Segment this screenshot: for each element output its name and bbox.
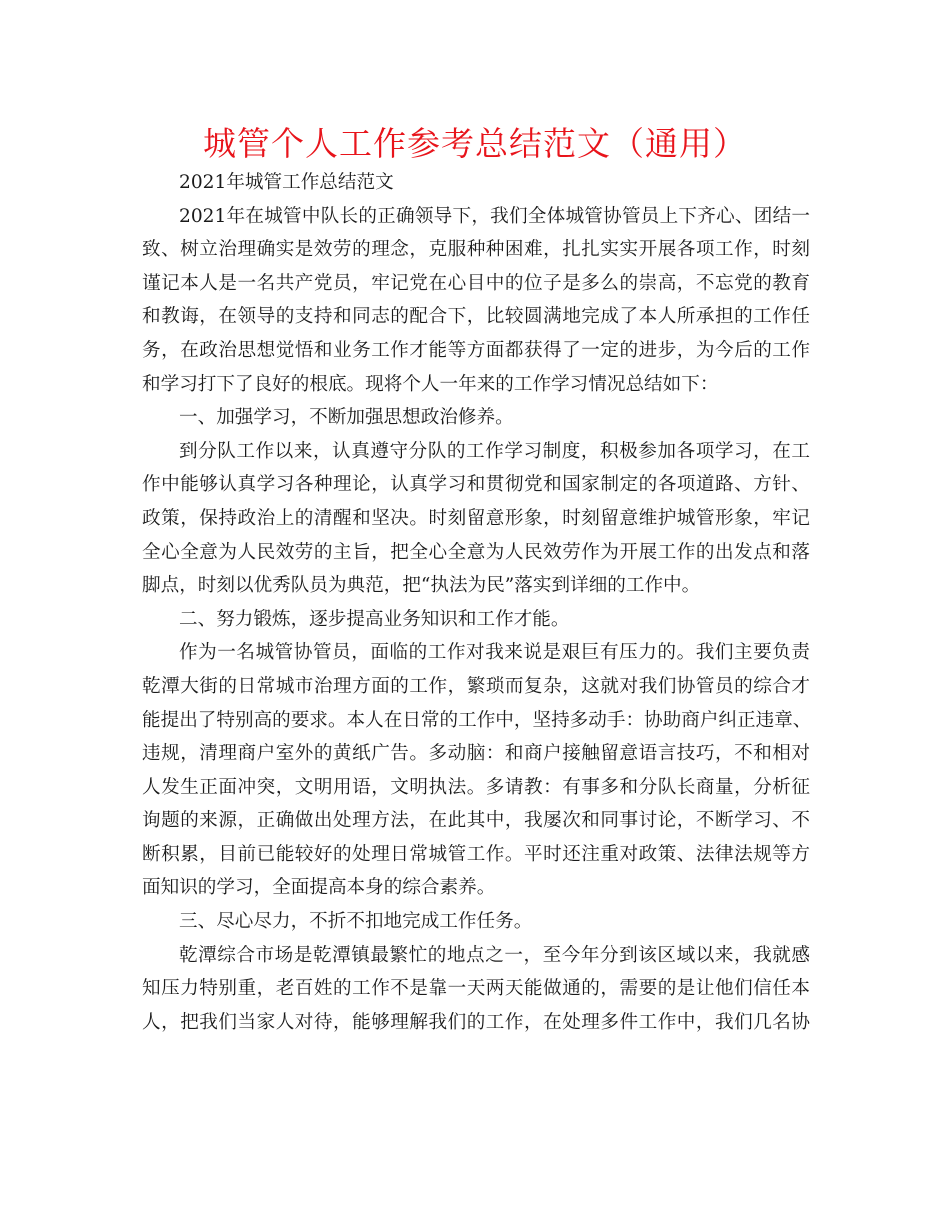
text-line: 三、尽心尽力，不折不扣地完成工作任务。 — [179, 911, 533, 933]
line-gap — [142, 1038, 810, 1042]
text-line: 谨记本人是一名共产党员，牢记党在心目中的位子是多么的崇高，不忘党的教育 — [142, 272, 810, 294]
text-line: 一、加强学习，不断加强思想政治修养。 — [179, 407, 514, 429]
text-line: 和学习打下了良好的根底。现将个人一年来的工作学习情况总结如下： — [142, 373, 719, 395]
text-line: 到分队工作以来，认真遵守分队的工作学习制度，积极参加各项学习，在工 — [179, 440, 810, 462]
text-line: 政策，保持政治上的清醒和坚决。时刻留意形象，时刻留意维护城管形象，牢记 — [142, 507, 810, 529]
text-line: 作为一名城管协管员，面临的工作对我来说是艰巨有压力的。我们主要负责 — [179, 642, 810, 664]
document-body — [142, 168, 810, 1041]
text-line: 违规，清理商户室外的黄纸广告。多动脑：和商户接触留意语言技巧，不和相对 — [142, 743, 810, 765]
text-line: 致、树立治理确实是效劳的理念，克服种种困难，扎扎实实开展各项工作，时刻 — [142, 239, 810, 261]
text-line: 乾潭大街的日常城市治理方面的工作，繁琐而复杂，这就对我们协管员的综合才 — [142, 675, 810, 697]
document-title: 城管个人工作参考总结范文（通用） — [203, 124, 747, 163]
text-line: 乾潭综合市场是乾潭镇最繁忙的地点之一，至今年分到该区域以来，我就感 — [179, 944, 810, 966]
text-line: 断积累，目前已能较好的处理日常城管工作。平时还注重对政策、法律法规等方 — [142, 843, 810, 865]
text-line: 作中能够认真学习各种理论，认真学习和贯彻党和国家制定的各项道路、方针、 — [142, 474, 810, 496]
text-line: 人发生正面冲突，文明用语，文明执法。多请教：有事多和分队长商量，分析征 — [142, 776, 810, 798]
text-line: 务，在政治思想觉悟和业务工作才能等方面都获得了一定的进步，为今后的工作 — [142, 339, 810, 361]
text-line: 和教诲，在领导的支持和同志的配合下，比较圆满地完成了本人所承担的工作任 — [142, 306, 810, 328]
text-line: 人，把我们当家人对待，能够理解我们的工作，在处理多件工作中，我们几名协 — [142, 1011, 810, 1033]
text-line: 知压力特别重，老百姓的工作不是靠一天两天能做通的，需要的是让他们信任本 — [142, 978, 810, 1000]
text-line: 二、努力锻炼，逐步提高业务知识和工作才能。 — [179, 608, 570, 630]
text-line: 2021年在城管中队长的正确领导下，我们全体城管协管员上下齐心、团结一 — [179, 205, 810, 227]
text-line: 全心全意为人民效劳的主旨，把全心全意为人民效劳作为开展工作的出发点和落 — [142, 541, 810, 563]
text-line: 脚点，时刻以优秀队员为典范，把“执法为民”落实到详细的工作中。 — [142, 575, 701, 597]
text-line: 询题的来源，正确做出处理方法，在此其中，我屡次和同事讨论，不断学习、不 — [142, 810, 810, 832]
text-line: 能提出了特别高的要求。本人在日常的工作中，坚持多动手：协助商户纠正违章、 — [142, 709, 812, 731]
text-line: 面知识的学习，全面提高本身的综合素养。 — [142, 877, 496, 899]
text-line: 2021年城管工作总结范文 — [179, 172, 394, 193]
